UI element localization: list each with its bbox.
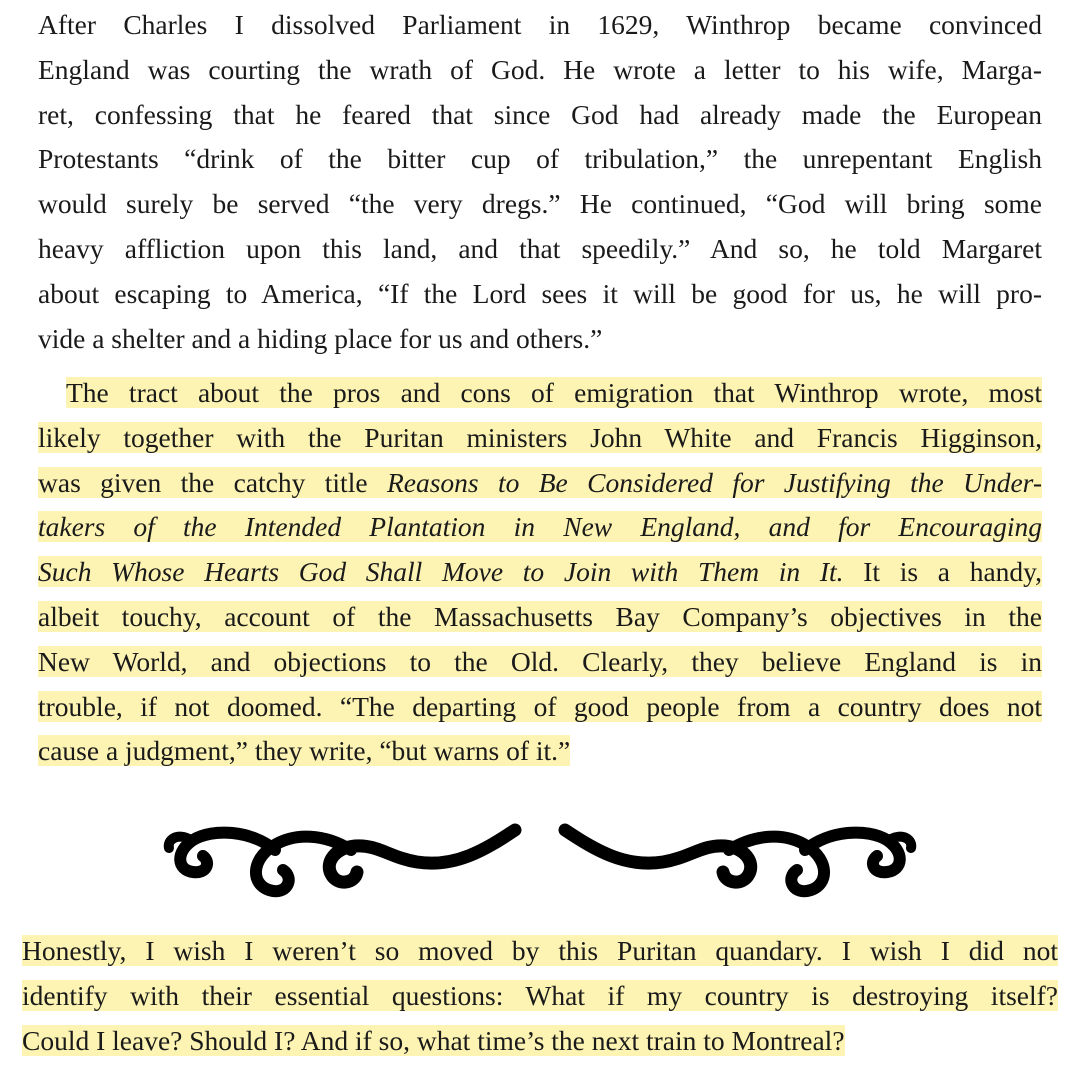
text-line bbox=[22, 1019, 1058, 1064]
highlighted-text[interactable]: identify with their essential questions: What if my country is destroying itself? bbox=[22, 979, 1058, 1011]
highlighted-text[interactable]: New World, and objections to the Old. Clearly, they believe England is in bbox=[38, 645, 1042, 677]
text-line: about escaping to America, “If the Lord sees it will be good for us, he will pro- bbox=[38, 277, 1042, 309]
highlighted-text[interactable]: trouble, if not doomed. “The departing of good people from a country does not bbox=[38, 690, 1042, 722]
text-line bbox=[38, 461, 1042, 506]
highlighted-text[interactable]: Honestly, I wish I weren’t so moved by this Puritan quandary. I wish I did not bbox=[22, 935, 1058, 966]
book-title-italic: Such Whose Hearts God Shall Move to Join with Them in It. bbox=[38, 556, 844, 588]
paragraph-tract-highlighted bbox=[38, 371, 1042, 774]
text-line: heavy affliction upon this land, and that speedily.” And so, he told Margaret bbox=[38, 232, 1042, 264]
paragraph-author-reflection-highlighted bbox=[22, 929, 1058, 1063]
text-line bbox=[38, 685, 1042, 730]
text-line bbox=[38, 416, 1042, 461]
text-line bbox=[38, 595, 1042, 640]
highlighted-text[interactable]: Could I leave? Should I? And if so, what time’s the next train to Montreal? bbox=[22, 1024, 845, 1056]
plain-text: It is a handy, bbox=[843, 556, 1042, 588]
text-line: would surely be served “the very dregs.” He continued, “God will bring some bbox=[38, 188, 1042, 220]
text-line: vide a shelter and a hiding place for us and others.” bbox=[38, 322, 603, 354]
highlighted-text[interactable]: cause a judgment,” they write, “but warns of it.” bbox=[38, 735, 571, 767]
paragraph-winthrop-letter bbox=[38, 3, 1042, 361]
text-line: Protestants “drink of the bitter cup of tribulation,” the unrepentant English bbox=[38, 143, 1042, 175]
text-line bbox=[38, 371, 1042, 416]
book-title-italic: takers of the Intended Plantation in New England, and for Encouraging bbox=[38, 511, 1042, 543]
scroll-flourish-ornament-icon bbox=[155, 810, 925, 900]
text-line bbox=[22, 974, 1058, 1019]
text-line bbox=[22, 929, 1058, 974]
text-line: After Charles I dissolved Parliament in 1629, Winthrop became convinced bbox=[38, 9, 1042, 40]
highlighted-text[interactable]: likely together with the Puritan ministers John White and Francis Higginson, bbox=[38, 421, 1042, 453]
text-line bbox=[38, 640, 1042, 685]
plain-text: was given the catchy title bbox=[38, 466, 387, 498]
highlighted-text[interactable] bbox=[38, 511, 1042, 542]
highlighted-text[interactable]: albeit touchy, account of the Massachusetts Bay Company’s objectives in the bbox=[38, 600, 1042, 632]
highlighted-text[interactable] bbox=[38, 467, 1042, 498]
text-line bbox=[38, 550, 1042, 595]
text-line: ret, confessing that he feared that since God had already made the European bbox=[38, 98, 1042, 130]
text-line bbox=[38, 729, 1042, 774]
text-line: England was courting the wrath of God. He wrote a letter to his wife, Marga- bbox=[38, 53, 1042, 85]
highlighted-text[interactable]: The tract about the pros and cons of emigration that Winthrop wrote, most bbox=[66, 377, 1042, 408]
text-line bbox=[38, 505, 1042, 550]
book-title-italic: Reasons to Be Considered for Justifying the Under- bbox=[386, 466, 1042, 498]
highlighted-text[interactable] bbox=[38, 556, 1042, 587]
